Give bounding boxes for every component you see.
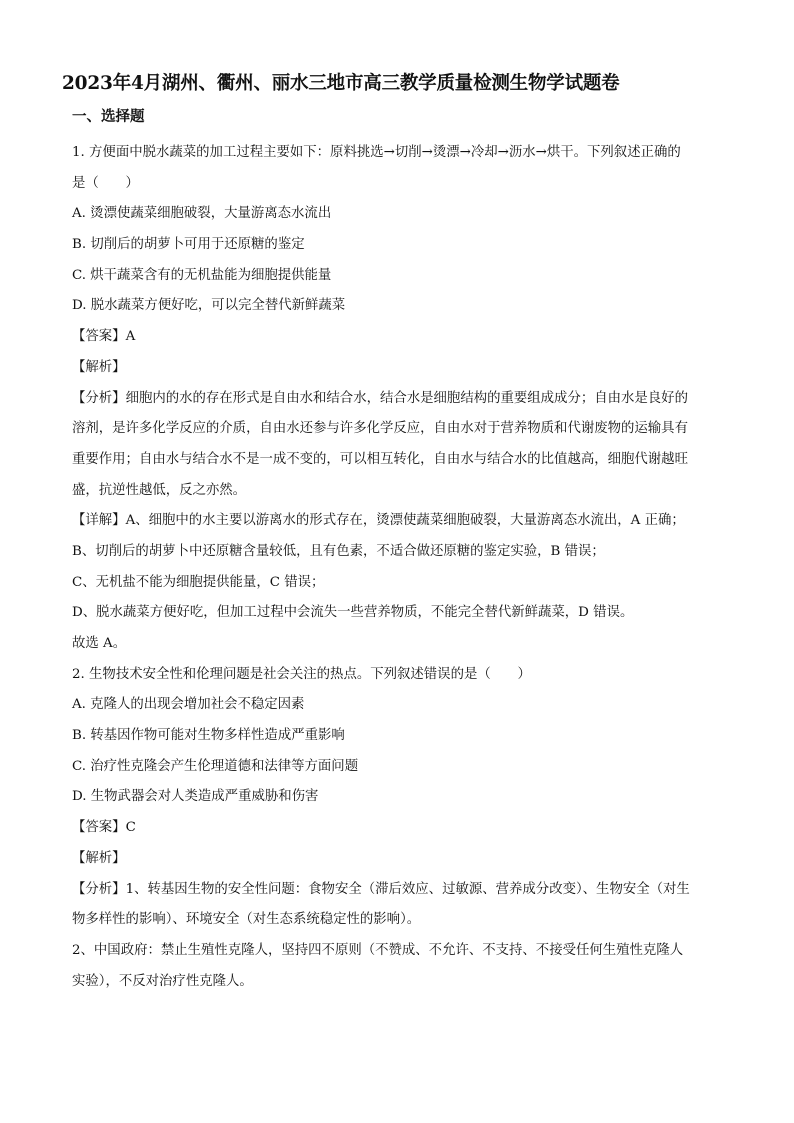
q2-option-c: C. 治疗性克隆会产生伦理道德和法律等方面问题 xyxy=(72,758,359,774)
q1-fenxi-line-1 xyxy=(72,384,732,415)
q1-fenxi-line-2: 溶剂，是许多化学反应的介质，自由水还参与许多化学反应，自由水对于营养物质和代谢废物的运输具有 xyxy=(72,421,688,437)
q1-stem-line-1: 1. 方便面中脱水蔬菜的加工过程主要如下：原料挑选→切削→烫漂→冷却→沥水→烘干。下列叙述正确的 xyxy=(72,145,681,160)
q1-analysis-tag: 【解析】 xyxy=(72,359,126,375)
q1-option-c: C. 烘干蔬菜含有的无机盐能为细胞提供能量 xyxy=(72,267,332,283)
q1-xiangjie-d: D、脱水蔬菜方便好吃，但加工过程中会流失一些营养物质，不能完全替代新鲜蔬菜，D 错误。 xyxy=(72,605,634,621)
answer-tag: 【答案】 xyxy=(72,329,126,345)
xiangjie-tag: 【详解】 xyxy=(72,513,126,529)
q1-xiangjie-a xyxy=(72,506,732,537)
q2-option-b: B. 转基因作物可能对生物多样性造成严重影响 xyxy=(72,728,345,744)
fenxi-tag: 【分析】 xyxy=(72,881,126,897)
q2-fenxi-line-3: 2、中国政府：禁止生殖性克隆人，坚持四不原则（不赞成、不允许、不支持、不接受任何生殖性克隆人 xyxy=(72,942,684,958)
answer-value: A xyxy=(125,329,136,345)
fenxi-text: 细胞内的水的存在形式是自由水和结合水，结合水是细胞结构的重要组成成分；自由水是良好的 xyxy=(125,390,688,406)
q2-fenxi-line-2: 物多样性的影响）、环境安全（对生态系统稳定性的影响）。 xyxy=(72,912,421,928)
q2-analysis-tag: 【解析】 xyxy=(72,850,126,866)
q1-option-b: B. 切削后的胡萝卜可用于还原糖的鉴定 xyxy=(72,237,305,253)
q1-xiangjie-b: B、切削后的胡萝卜中还原糖含量较低，且有色素，不适合做还原糖的鉴定实验，B 错误； xyxy=(72,543,605,559)
q1-fenxi-line-4: 盛，抗逆性越低，反之亦然。 xyxy=(72,482,247,498)
q1-conclusion: 故选 A。 xyxy=(72,636,127,651)
q2-answer xyxy=(72,813,732,844)
q1-fenxi-line-3: 重要作用；自由水与结合水不是一成不变的，可以相互转化，自由水与结合水的比值越高，细胞代谢越旺 xyxy=(72,451,688,467)
q2-option-d: D. 生物武器会对人类造成严重威胁和伤害 xyxy=(72,789,319,805)
q2-stem: 2. 生物技术安全性和伦理问题是社会关注的热点。下列叙述错误的是（ ） xyxy=(72,666,531,682)
answer-value: C xyxy=(125,820,136,836)
answer-tag: 【答案】 xyxy=(72,820,126,836)
q2-fenxi-line-4: 实验），不反对治疗性克隆人。 xyxy=(72,973,253,989)
q1-xiangjie-c: C、无机盐不能为细胞提供能量，C 错误； xyxy=(72,574,325,590)
q1-stem-line-2: 是（ ） xyxy=(72,175,139,191)
q1-option-d: D. 脱水蔬菜方便好吃，可以完全替代新鲜蔬菜 xyxy=(72,298,346,314)
section-heading: 一、选择题 xyxy=(72,108,145,125)
fenxi-tag: 【分析】 xyxy=(72,390,126,406)
questions-content xyxy=(72,138,732,997)
q1-answer xyxy=(72,322,732,353)
q2-option-a: A. 克隆人的出现会增加社会不稳定因素 xyxy=(72,697,305,713)
q2-fenxi-line-1 xyxy=(72,875,732,906)
xiangjie-text: A、细胞中的水主要以游离水的形式存在，烫漂使蔬菜细胞破裂，大量游离态水流出，A 正确； xyxy=(125,513,685,529)
fenxi-text: 1、转基因生物的安全性问题：食物安全（滞后效应、过敏源、营养成分改变）、生物安全（对生 xyxy=(125,881,690,897)
page-title: 2023年4月湖州、衢州、丽水三地市高三教学质量检测生物学试题卷 xyxy=(62,73,620,94)
q1-option-a: A. 烫漂使蔬菜细胞破裂，大量游离态水流出 xyxy=(72,206,332,222)
